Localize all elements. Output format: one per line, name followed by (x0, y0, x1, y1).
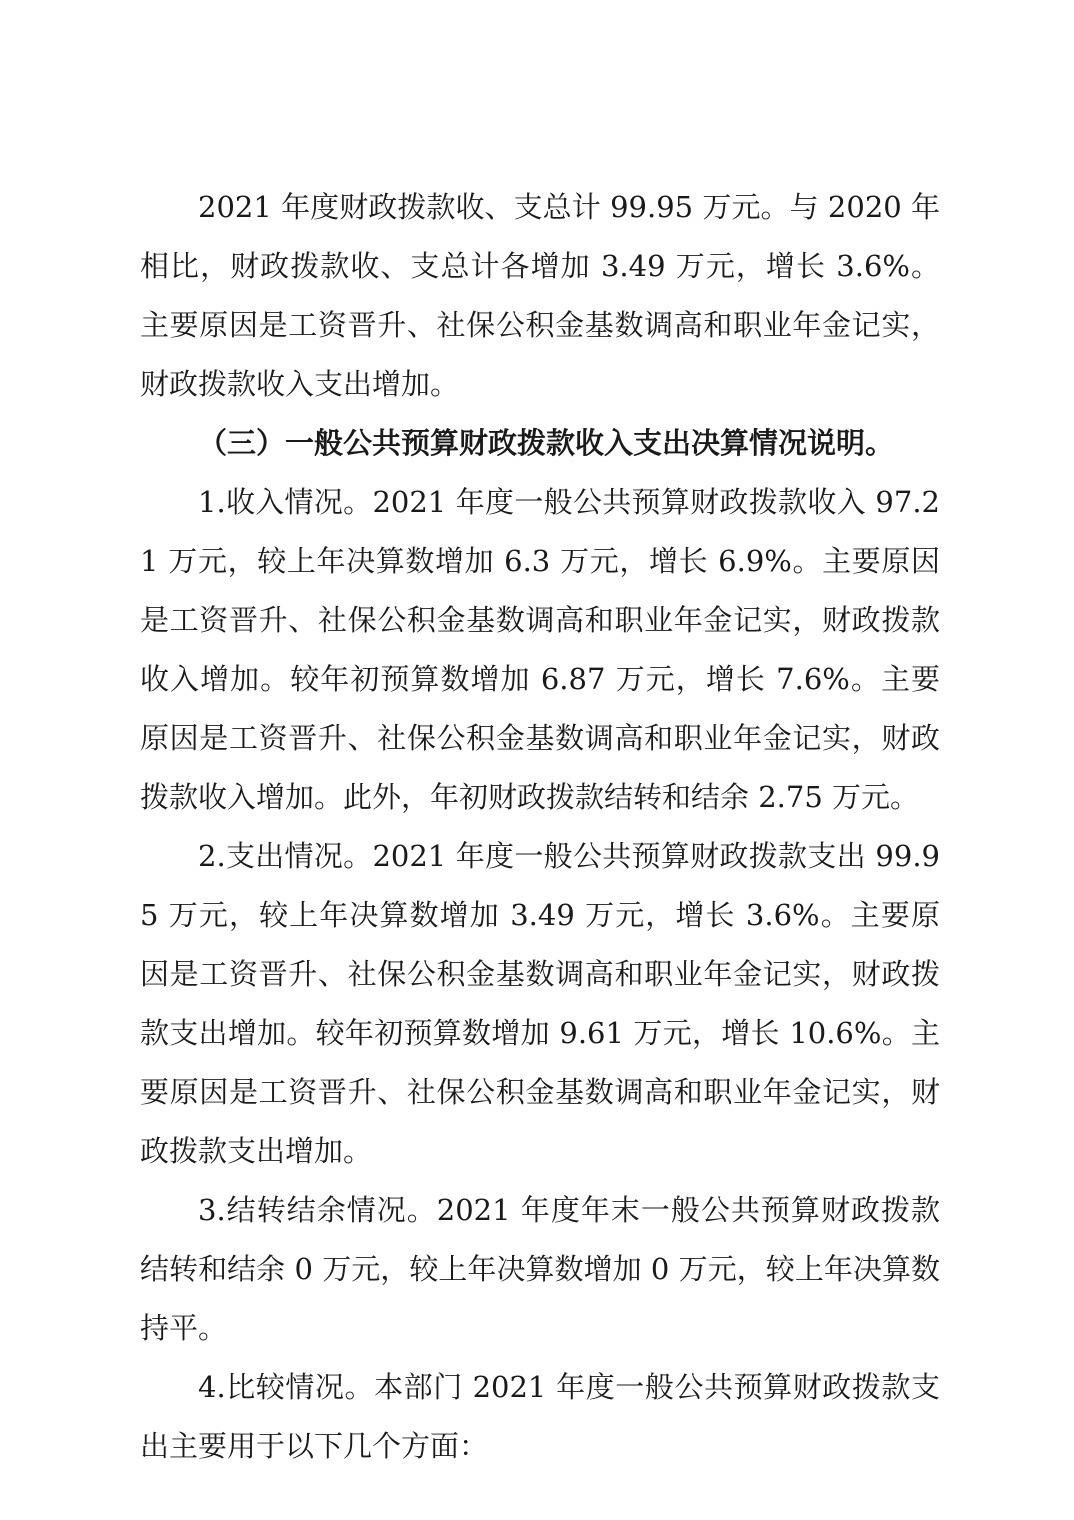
section-heading-general-budget: （三）一般公共预算财政拨款收入支出决算情况说明。 (198, 426, 895, 460)
paragraph-carryover: 3.结转结余情况。2021 年度年末一般公共预算财政拨款结转和结余 0 万元，较上年决算数增加 0 万元，较上年决算数持平。 (140, 1193, 940, 1345)
paragraph-financial-total: 2021 年度财政拨款收、支总计 99.95 万元。与 2020 年相比，财政拨款收、支总计各增加 3.49 万元，增长 3.6%。主要原因是工资晋升、社保公积金基数调高和职业年金记实，财政拨款收入支出增加。 (140, 190, 940, 401)
document-body (140, 178, 940, 1476)
paragraph-income: 1.收入情况。2021 年度一般公共预算财政拨款收入 97.21 万元，较上年决算数增加 6.3 万元，增长 6.9%。主要原因是工资晋升、社保公积金基数调高和职业年金记实，财政拨款收入增加。较年初预算数增加 6.87 万元，增长 7.6%。主要原因是工资晋升、社保公积金基数调高和职业年金记实，财政拨款收入增加。此外，年初财政拨款结转和结余 2.75 万元。 (140, 485, 940, 814)
paragraph-expenditure: 2.支出情况。2021 年度一般公共预算财政拨款支出 99.95 万元，较上年决算数增加 3.49 万元，增长 3.6%。主要原因是工资晋升、社保公积金基数调高和职业年金记实，财政拨款支出增加。较年初预算数增加 9.61 万元，增长 10.6%。主要原因是工资晋升、社保公积金基数调高和职业年金记实，财政拨款支出增加。 (140, 839, 940, 1168)
paragraph-comparison: 4.比较情况。本部门 2021 年度一般公共预算财政拨款支出主要用于以下几个方面： (140, 1370, 940, 1463)
